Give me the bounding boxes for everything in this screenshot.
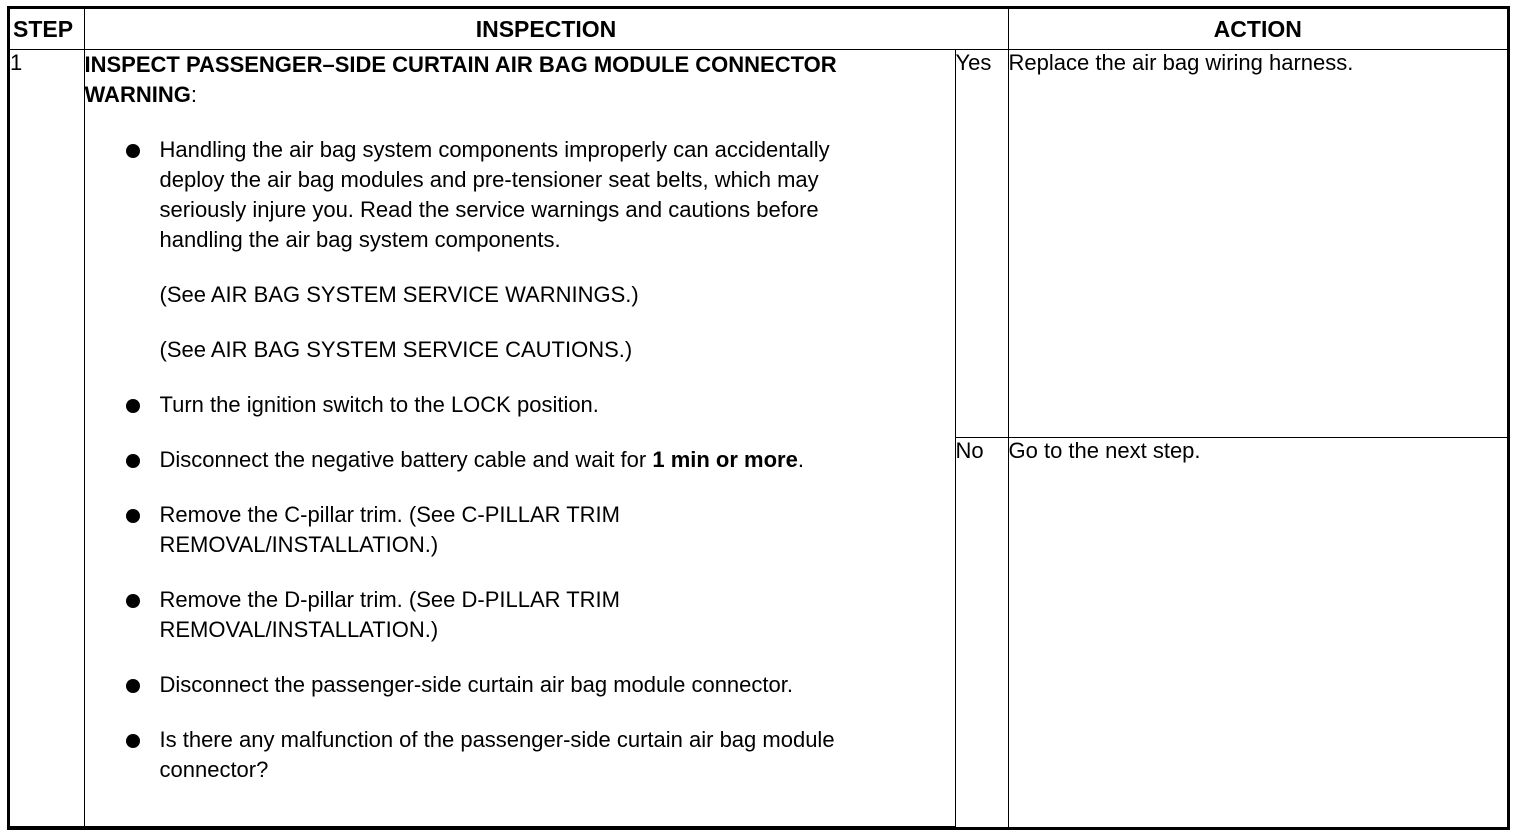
answer-no: No bbox=[955, 438, 1008, 827]
see-warnings-link[interactable]: (See AIR BAG SYSTEM SERVICE WARNINGS.) bbox=[159, 282, 639, 307]
bullet-icon bbox=[126, 509, 140, 523]
list-item bbox=[85, 670, 920, 700]
inspection-title: INSPECT PASSENGER–SIDE CURTAIN AIR BAG MODULE CONNECTOR bbox=[84, 52, 837, 77]
action-yes: Replace the air bag wiring harness. bbox=[1008, 50, 1507, 438]
bullet-icon bbox=[126, 594, 140, 608]
action-header: ACTION bbox=[1008, 9, 1507, 50]
ignition-step-text: Turn the ignition switch to the LOCK position. bbox=[159, 392, 599, 417]
list-item bbox=[85, 390, 900, 420]
bullet-icon bbox=[126, 399, 140, 413]
inspection-steps-continued bbox=[85, 390, 955, 785]
battery-step-suffix: . bbox=[797, 447, 804, 472]
warning-heading bbox=[85, 80, 955, 110]
inspection-question: Is there any malfunction of the passenger-side curtain air bag module connector? bbox=[159, 727, 835, 782]
bullet-icon bbox=[126, 144, 140, 158]
step-row-yes bbox=[10, 50, 1507, 438]
bullet-icon bbox=[126, 734, 140, 748]
d-pillar-step-text: Remove the D-pillar trim. (See D-PILLAR TRIM REMOVAL/INSTALLATION.) bbox=[159, 587, 620, 642]
service-table-frame bbox=[7, 6, 1510, 830]
action-no: Go to the next step. bbox=[1008, 438, 1507, 827]
battery-step-prefix: Disconnect the negative battery cable and wait for bbox=[159, 447, 653, 472]
inspection-header: INSPECTION bbox=[84, 9, 1008, 50]
list-item bbox=[85, 585, 720, 645]
step-header: STEP bbox=[10, 9, 84, 50]
list-item bbox=[85, 500, 720, 560]
inspection-table bbox=[10, 9, 1507, 827]
answer-yes: Yes bbox=[955, 50, 1008, 438]
step-number: 1 bbox=[10, 50, 84, 827]
see-cautions-link[interactable]: (See AIR BAG SYSTEM SERVICE CAUTIONS.) bbox=[159, 337, 633, 362]
list-item bbox=[85, 135, 900, 255]
battery-wait-time: 1 min or more bbox=[652, 447, 798, 472]
disconnect-step-text: Disconnect the passenger-side curtain air bag module connector. bbox=[159, 672, 793, 697]
inspection-cell bbox=[84, 50, 955, 827]
list-item bbox=[85, 445, 920, 475]
header-row bbox=[10, 9, 1507, 50]
bullet-icon bbox=[126, 454, 140, 468]
list-item bbox=[85, 725, 860, 785]
warning-colon: : bbox=[190, 82, 197, 107]
warning-label: WARNING bbox=[84, 82, 191, 107]
handling-warning-text: Handling the air bag system components improperly can accidentally deploy the air bag modules and pre-tensioner seat belts, which may seriously injure you. Read the service warnings and cautions before handling the air bag system components. bbox=[159, 137, 830, 252]
c-pillar-step-text: Remove the C-pillar trim. (See C-PILLAR TRIM REMOVAL/INSTALLATION.) bbox=[159, 502, 620, 557]
bullet-icon bbox=[126, 679, 140, 693]
inspection-steps bbox=[85, 135, 955, 255]
